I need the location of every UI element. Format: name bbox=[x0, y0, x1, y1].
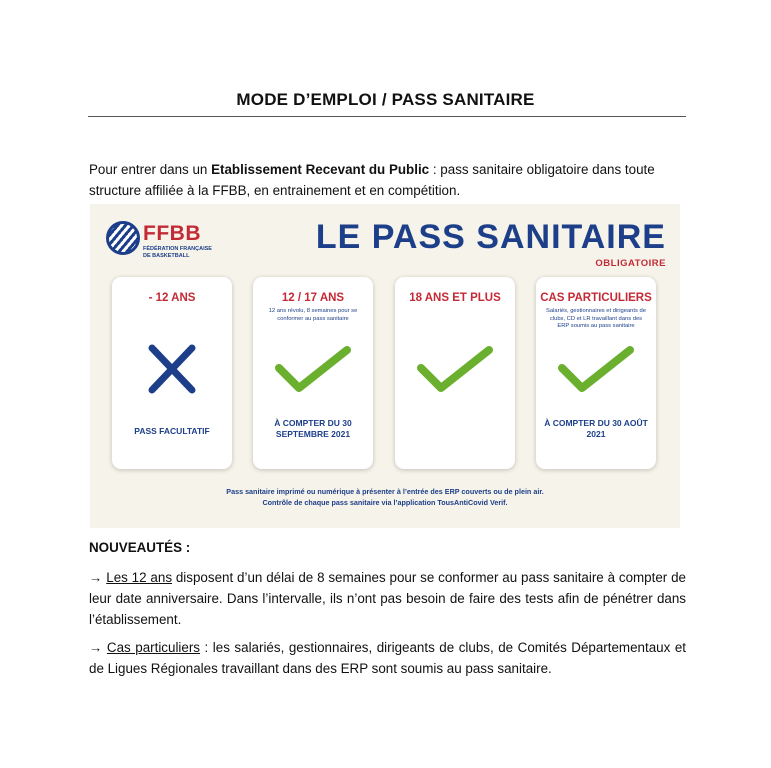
check-icon bbox=[253, 344, 373, 394]
logo-subtitle: FÉDÉRATION FRANÇAISE DE BASKETBALL bbox=[143, 246, 212, 259]
title-divider bbox=[88, 116, 686, 117]
ffbb-logo-icon bbox=[106, 221, 140, 255]
arrow-icon: → bbox=[89, 640, 103, 655]
poster-footer bbox=[90, 487, 680, 508]
poster-footer-line-1: Pass sanitaire imprimé ou numérique à présenter à l’entrée des ERP couverts ou de plein air. bbox=[226, 487, 544, 496]
check-icon bbox=[536, 344, 656, 394]
arrow-icon: → bbox=[89, 570, 103, 585]
paragraph-text: : les salariés, gestionnaires, dirigeants de clubs, de Comités Départementaux et de Ligues Régionales travaillant dans des ERP sont soumis au pass sanitaire. bbox=[89, 640, 686, 676]
poster-footer-line-2: Contrôle de chaque pass sanitaire via l’application TousAntiCovid Verif. bbox=[262, 497, 508, 507]
card-12-17 bbox=[253, 277, 373, 469]
card-heading: 12 / 17 ANS bbox=[281, 292, 345, 304]
les-12-ans-link[interactable]: Les 12 ans bbox=[106, 570, 173, 585]
card-heading: CAS PARTICULIERS bbox=[540, 292, 652, 304]
intro-suffix: : pass sanitaire obligatoire dans toute structure affiliée à la FFBB, en entrainement et en compétition. bbox=[89, 162, 655, 198]
pass-sanitaire-poster bbox=[90, 204, 680, 528]
card-note: Salariés, gestionnaires et dirigeants de clubs, CD et LR travaillant dans des ERP soumis au pass sanitaire bbox=[546, 308, 646, 330]
cross-icon bbox=[112, 344, 232, 394]
poster-title: LE PASS SANITAIRE bbox=[315, 218, 666, 256]
page-title: MODE D’EMPLOI / PASS SANITAIRE bbox=[236, 90, 535, 109]
card-heading: - 12 ANS bbox=[148, 292, 196, 304]
check-icon bbox=[395, 344, 515, 394]
cas-particuliers-link[interactable]: Cas particuliers bbox=[106, 640, 201, 655]
paragraph-text: disposent d’un délai de 8 semaines pour se conformer au pass sanitaire à compter de leur date anniversaire. Dans l’intervalle, ils n’ont pas besoin de faire des tests afin de pénétrer dans l’établissement. bbox=[89, 570, 686, 627]
card-footer: PASS FACULTATIF bbox=[134, 426, 210, 436]
card-heading: 18 ANS ET PLUS bbox=[409, 292, 501, 304]
card-under-12 bbox=[112, 277, 232, 469]
news-paragraph-cas-particuliers bbox=[89, 637, 686, 679]
card-18-plus bbox=[395, 277, 515, 469]
intro-paragraph bbox=[89, 159, 689, 201]
logo-text: FFBB bbox=[143, 222, 201, 245]
card-footer: À COMPTER DU 30 SEPTEMBRE 2021 bbox=[274, 418, 352, 439]
intro-bold: Etablissement Recevant du Public bbox=[211, 162, 430, 177]
card-note: 12 ans révolu, 8 semaines pour se conformer au pass sanitaire bbox=[268, 308, 358, 322]
news-paragraph-12-ans bbox=[89, 567, 686, 630]
news-heading: NOUVEAUTÉS : bbox=[89, 540, 191, 555]
poster-subtitle: OBLIGATOIRE bbox=[595, 258, 666, 269]
intro-prefix: Pour entrer dans un bbox=[89, 162, 212, 177]
card-special-cases bbox=[536, 277, 656, 469]
card-footer: À COMPTER DU 30 AOÛT 2021 bbox=[544, 418, 648, 439]
